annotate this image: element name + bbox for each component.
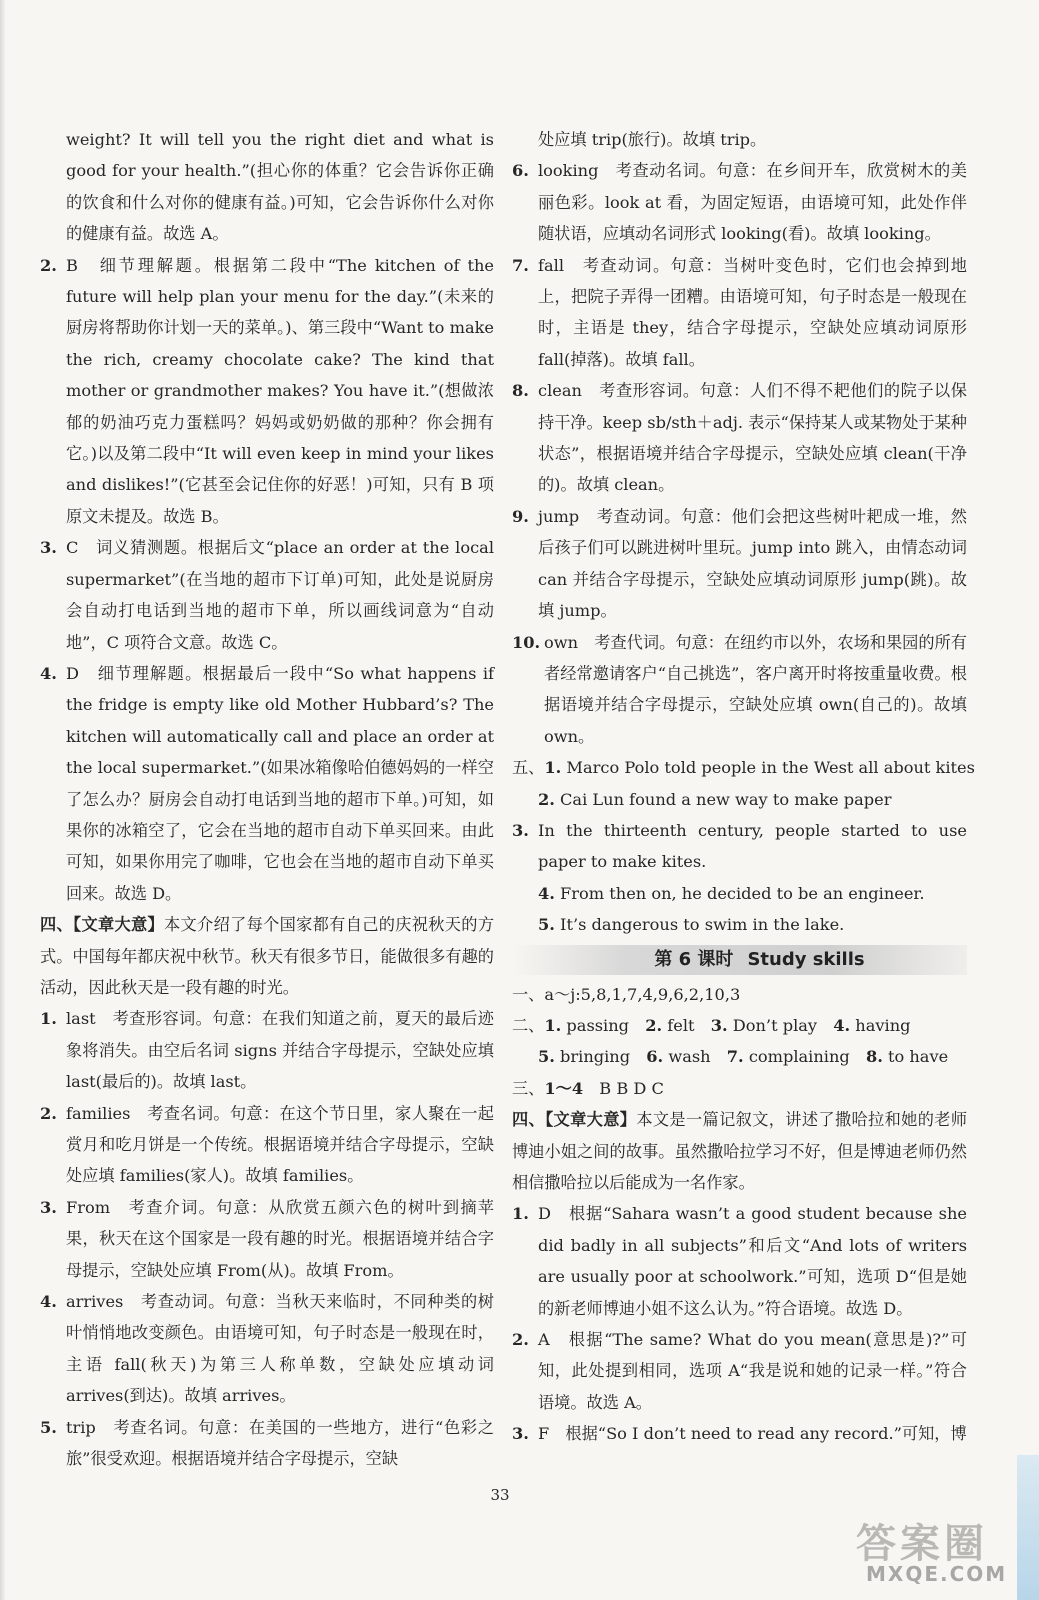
item-number: 1. xyxy=(512,1204,529,1224)
item-number: 2. xyxy=(512,1330,529,1350)
answer-item xyxy=(512,627,967,753)
answer-item xyxy=(512,1198,967,1324)
answer-text: wash xyxy=(663,1047,727,1067)
answer-text: felt xyxy=(662,1015,711,1035)
answer-text: jump 考查动词。句意：他们会把这些树叶耙成一堆，然后孩子们可以跳进树叶里玩。jump into 跳入，由情态动词 can 并结合字母提示，空缺处应填动词原形 jump(跳)。故填 jump。 xyxy=(538,506,967,621)
summary-text: 本文介绍了每个国家都有自己的庆祝秋天的方式。中国每年都庆祝中秋节。秋天有很多节日，能做很多有趣的活动，因此秋天是一段有趣的时光。 xyxy=(40,915,495,997)
item-number: 6. xyxy=(646,1047,664,1067)
answer-text: D 细节理解题。根据最后一段中“So what happens if the fridge is empty like old Mother Hubbard’s? The kitchen will automatically call and place an order at the local supermarket.”(如果冰箱像哈伯德妈妈的一样空了怎么办？厨房会自动打电话到当地的超市下单。)可知，如果你的冰箱空了，它会在当地的超市自动下单买回来。由此可知，如果你用完了咖啡，它也会在当地的超市自动下单买回来。故选 D。 xyxy=(66,663,494,903)
item-number: 7. xyxy=(512,255,529,275)
item-number: 1～4 xyxy=(544,1078,584,1098)
item-number: 5. xyxy=(538,915,555,935)
answer-text: From 考查介词。句意：从欣赏五颜六色的树叶到摘苹果，秋天在这个国家是一段有趣的时光。根据语境并结合字母提示，空缺处应填 From(从)。故填 From。 xyxy=(66,1197,494,1280)
answer-item xyxy=(40,1412,494,1475)
item-number: 2. xyxy=(40,1103,57,1123)
section-number: 三、 xyxy=(512,1078,545,1098)
page-corner-decoration xyxy=(1017,1455,1039,1600)
answer-text: A 根据“The same? What do you mean(意思是)?”可知，此处提到相同，选项 A“我是说和她的记录一样。”符合语境。故选 A。 xyxy=(538,1330,967,1412)
item-number: 5. xyxy=(538,1047,555,1067)
section-label: 【文章大意】 xyxy=(73,915,165,935)
section-summary xyxy=(512,1104,967,1198)
item-number: 10. xyxy=(512,632,541,652)
answer-text: 处应填 trip(旅行)。故填 trip。 xyxy=(538,130,767,149)
lesson-name: Study skills xyxy=(747,948,865,970)
item-number: 9. xyxy=(512,506,529,526)
answer-item xyxy=(512,250,967,376)
item-number: 4. xyxy=(538,883,555,903)
answer-text: Marco Polo told people in the West all about kites xyxy=(561,758,975,778)
answer-text: fall 考查动词。句意：当树叶变色时，它们也会掉到地上，把院子弄得一团糟。由语境可知，句子时态是一般现在时，主语是 they，结合字母提示，空缺处应填动词原形 fall(掉落)。故填 fall。 xyxy=(538,255,967,369)
answer-text: From then on, he decided to be an engineer. xyxy=(554,883,925,903)
section-number: 五、 xyxy=(512,758,545,778)
section-label: 【文章大意】 xyxy=(545,1110,637,1130)
answer-line xyxy=(512,1041,967,1072)
item-number: 4. xyxy=(40,663,57,683)
answer-text: last 考查形容词。句意：在我们知道之前，夏天的最后迹象将消失。由空后名词 signs 并结合字母提示，空缺处应填 last(最后的)。故填 last。 xyxy=(66,1009,494,1092)
item-number: 6. xyxy=(512,161,529,181)
item-number: 1. xyxy=(544,758,562,778)
item-number: 1. xyxy=(40,1009,57,1029)
answer-text: Cai Lun found a new way to make paper xyxy=(554,789,892,809)
section-number: 四、 xyxy=(512,1110,546,1130)
left-column xyxy=(40,124,494,1474)
item-number: 8. xyxy=(512,381,529,401)
answer-item xyxy=(40,1192,494,1286)
lesson-banner xyxy=(512,945,967,975)
answer-item xyxy=(40,658,494,909)
item-number: 3. xyxy=(710,1015,728,1035)
item-number: 3. xyxy=(40,538,57,558)
answer-text: complaining xyxy=(743,1047,866,1067)
answer-line xyxy=(512,1010,967,1041)
watermark-logo xyxy=(848,1510,1028,1590)
answer-item xyxy=(512,375,967,501)
answer-item xyxy=(40,1286,494,1412)
item-number: 5. xyxy=(40,1417,57,1437)
answer-line xyxy=(512,909,967,940)
answer-continuation xyxy=(512,124,967,155)
item-number: 8. xyxy=(865,1047,883,1067)
answer-text: In the thirteenth century, people started to use paper to make kites. xyxy=(538,820,967,872)
answer-text: own 考查代词。句意：在纽约市以外，农场和果园的所有者经常邀请客户“自己挑选”，客户离开时将按重量收费。根据语境并结合字母提示，空缺处应填 own(自己的)。故填 own。 xyxy=(544,632,967,746)
answer-text: Don’t play xyxy=(727,1015,834,1035)
answer-line xyxy=(512,752,975,783)
section-number: 一、 xyxy=(512,984,545,1004)
answer-line xyxy=(512,878,967,909)
item-number: 4. xyxy=(40,1292,57,1312)
book-spine-shadow xyxy=(0,0,6,1600)
answer-text: C 词义猜测题。根据后文“place an order at the local supermarket”(在当地的超市下订单)可知，此处是说厨房会自动打电话到当地的超市下单，所以画线词意为“自动地”，C 项符合文意。故选 C。 xyxy=(66,538,494,652)
watermark-sub: MXQE.COM xyxy=(866,1562,1008,1586)
item-number: 1. xyxy=(544,1015,562,1035)
answer-text: D 根据“Sahara wasn’t a good student because she did badly in all subjects”和后文“And lots of writers are usually poor at schoolwork.”可知，选项 D“但是她的新老师博迪小姐不这么认为。”符合语境。故选 D。 xyxy=(538,1204,967,1318)
answer-text: families 考查名词。句意：在这个节日里，家人聚在一起赏月和吃月饼是一个传统。根据语境并结合字母提示，空缺处应填 families(家人)。故填 families。 xyxy=(66,1103,494,1186)
answer-text: a～j:5,8,1,7,4,9,6,2,10,3 xyxy=(544,984,741,1004)
answer-text: looking 考查动名词。句意：在乡间开车，欣赏树木的美丽色彩。look at 看，为固定短语，由语境可知，此处作伴随状语，应填动名词形式 looking(看)。故填 looking。 xyxy=(538,161,967,244)
right-column xyxy=(512,124,975,1450)
summary-text: 本文是一篇记叙文，讲述了撒哈拉和她的老师博迪小姐之间的故事。虽然撒哈拉学习不好，但是博迪老师仍然相信撒哈拉以后能成为一名作家。 xyxy=(512,1110,968,1192)
answer-line xyxy=(512,784,967,815)
answer-text: B B D C xyxy=(583,1078,664,1098)
answer-text: having xyxy=(850,1015,911,1035)
item-number: 4. xyxy=(833,1015,851,1035)
section-number: 四、 xyxy=(40,915,74,935)
answer-item xyxy=(512,815,967,878)
watermark-main: 答案圈 xyxy=(856,1521,988,1567)
lesson-title: 第 6 课时 xyxy=(654,948,734,970)
answer-text: arrives 考查动词。句意：当秋天来临时，不同种类的树叶悄悄地改变颜色。由语境可知，句子时态是一般现在时，主语 fall(秋天)为第三人称单数，空缺处应填动词 arrives(到达)。故填 arrives。 xyxy=(66,1292,494,1406)
answer-text: F 根据“So I don’t need to read any record.”可知，博 xyxy=(538,1424,967,1444)
answer-text: trip 考查名词。句意：在美国的一些地方，进行“色彩之旅”很受欢迎。根据语境并结合字母提示，空缺 xyxy=(66,1417,494,1469)
item-number: 2. xyxy=(538,789,555,809)
answer-item xyxy=(40,532,494,658)
answer-text: weight? It will tell you the right diet and what is good for your health.”(担心你的体重？它会告诉你正确的饮食和什么对你的健康有益。)可知，它会告诉你什么对你的健康有益。故选 A。 xyxy=(66,130,494,244)
section-number: 二、 xyxy=(512,1015,545,1035)
answer-line xyxy=(512,1073,967,1104)
item-number: 2. xyxy=(645,1015,663,1035)
answer-item xyxy=(40,1098,494,1192)
item-number: 3. xyxy=(512,1424,529,1444)
item-number: 3. xyxy=(512,820,529,840)
item-number: 3. xyxy=(40,1197,57,1217)
item-number: 2. xyxy=(40,255,57,275)
answer-item xyxy=(40,1003,494,1097)
item-number: 7. xyxy=(726,1047,744,1067)
answer-text: It’s dangerous to swim in the lake. xyxy=(554,915,845,935)
answer-item xyxy=(512,501,967,627)
answer-text: to have xyxy=(882,1047,949,1067)
page-number: 33 xyxy=(490,1486,510,1504)
answer-continuation xyxy=(40,124,494,250)
answer-text: bringing xyxy=(554,1047,647,1067)
answer-item xyxy=(512,1418,967,1449)
answer-item xyxy=(512,155,967,249)
answer-line xyxy=(512,979,967,1010)
answer-text: B 细节理解题。根据第二段中“The kitchen of the future will help plan your menu for the day.”(未来的厨房将帮助你计划一天的菜单。)、第三段中“Want to make the rich, creamy chocolate cake? The kind that mother or grandmother makes? You have it.”(想做浓郁的奶油巧克力蛋糕吗？妈妈或奶奶做的那种？你会拥有它。)以及第二段中“It will even keep in mind your likes and dislikes!”(它甚至会记住你的好恶！)可知，只有 B 项原文未提及。故选 B。 xyxy=(66,255,494,526)
answer-text: clean 考查形容词。句意：人们不得不耙他们的院子以保持干净。keep sb/sth＋adj. 表示“保持某人或某物处于某种状态”，根据语境并结合字母提示，空缺处应填 clean(干净的)。故填 clean。 xyxy=(538,381,967,495)
answer-item xyxy=(40,250,494,533)
answer-text: passing xyxy=(561,1015,646,1035)
answer-item xyxy=(512,1324,967,1418)
section-summary xyxy=(40,909,494,1003)
